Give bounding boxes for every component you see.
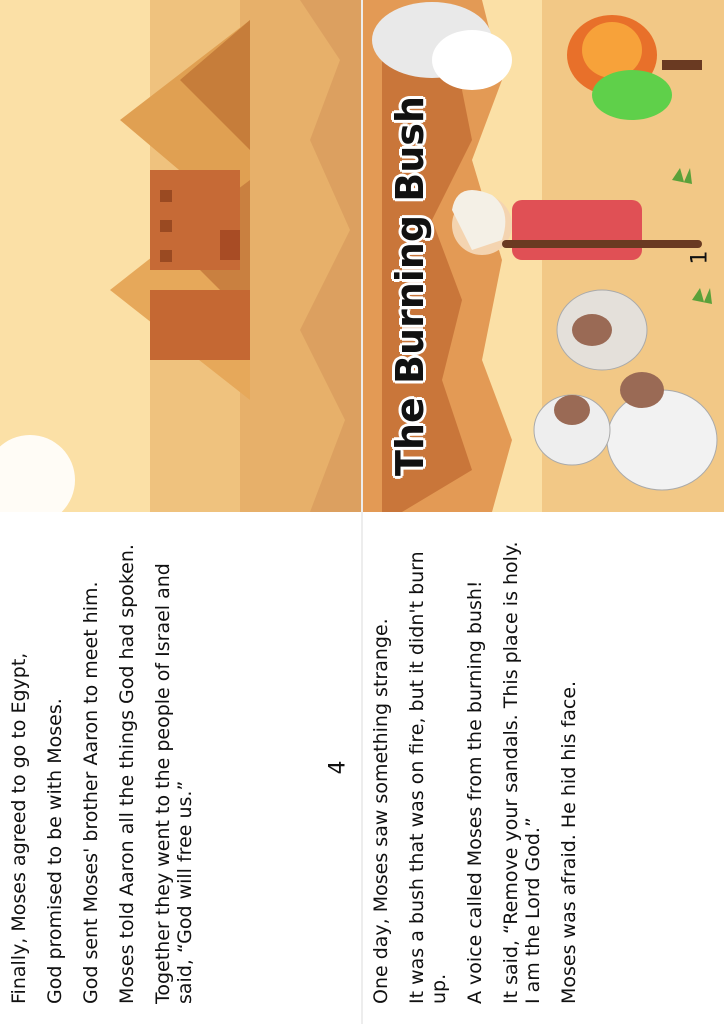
moses-walking-figure bbox=[0, 0, 362, 512]
page-divider bbox=[361, 0, 363, 1024]
left-page-number: 4 bbox=[325, 760, 351, 775]
right-page bbox=[362, 0, 724, 1024]
left-paragraph-4: Moses told Aaron all the things God had spoken. bbox=[116, 544, 138, 1004]
right-page-number-wrap bbox=[680, 245, 720, 285]
right-paragraph-5: Moses was afraid. He hid his face. bbox=[558, 680, 580, 1004]
left-paragraph-5: Together they went to the people of Israel and said, “God will free us.” bbox=[152, 563, 196, 1004]
right-paragraph-4: It said, “Remove your sandals. This place is holy. I am the Lord God.” bbox=[500, 541, 544, 1004]
left-paragraph-2: God promised to be with Moses. bbox=[44, 698, 66, 1004]
right-page-number: 1 bbox=[687, 250, 713, 265]
right-paragraph-3: A voice called Moses from the burning bush! bbox=[464, 580, 486, 1004]
right-paragraph-1: One day, Moses saw something strange. bbox=[370, 618, 392, 1004]
left-story-text bbox=[8, 534, 308, 1004]
left-page-number-wrap bbox=[318, 755, 358, 795]
right-text-area bbox=[362, 512, 724, 1024]
page-title: The Burning Bush bbox=[388, 96, 432, 476]
left-text-area bbox=[0, 512, 362, 1024]
left-paragraph-3: God sent Moses' brother Aaron to meet him. bbox=[80, 581, 102, 1004]
right-paragraph-2: It was a bush that was on fire, but it didn't burn up. bbox=[406, 551, 450, 1004]
burning-bush-illustration bbox=[362, 0, 724, 512]
left-paragraph-1: Finally, Moses agreed to go to Egypt, bbox=[8, 652, 30, 1004]
right-story-text bbox=[370, 534, 670, 1004]
